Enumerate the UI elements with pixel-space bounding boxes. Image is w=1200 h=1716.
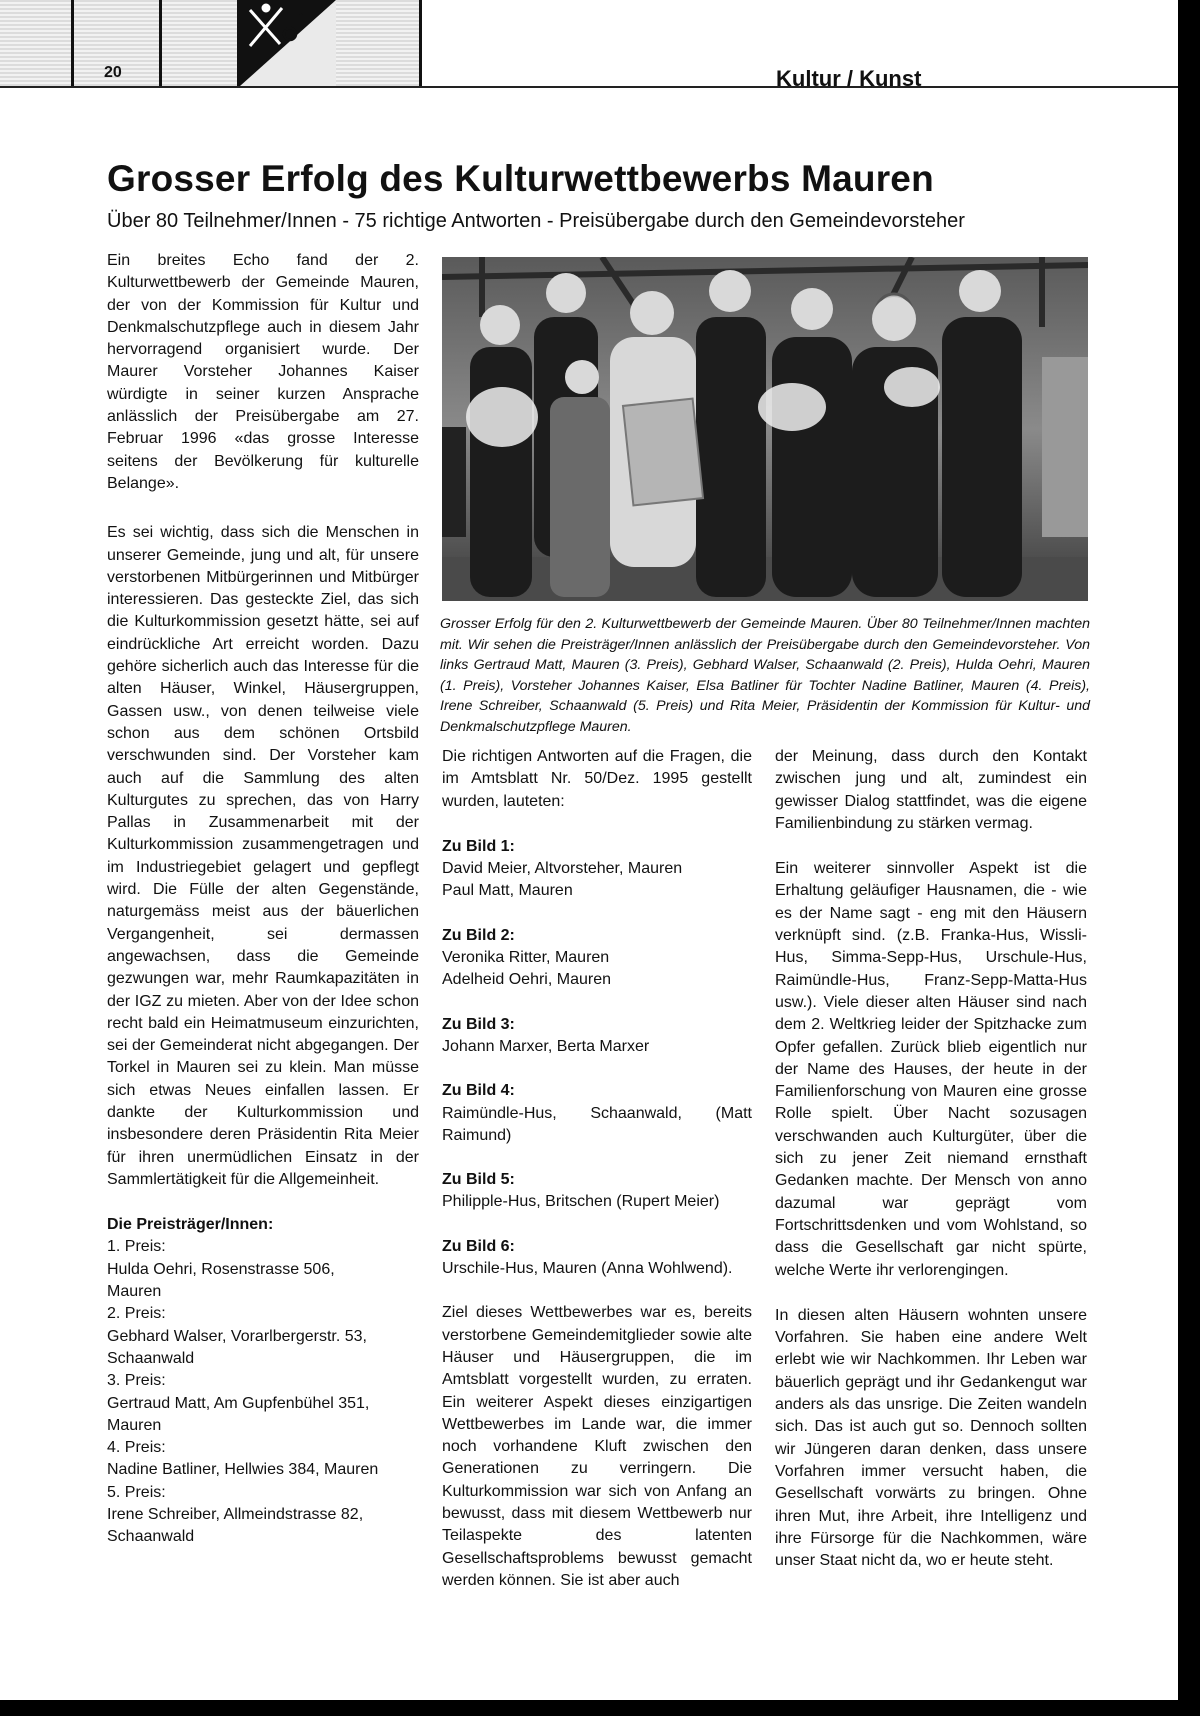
answer-block: [442, 1080, 752, 1147]
answer-block: [442, 925, 752, 992]
header-box: [336, 0, 422, 86]
header-box: [0, 0, 74, 86]
winners-line: Mauren: [107, 1283, 162, 1301]
article-paragraph: der Meinung, dass durch den Kontakt zwischen jung und alt, zumindest ein gewisser Dialog stattfindet, was die eigene Familienbindung zu stärken vermag.: [775, 748, 1087, 832]
award-ceremony-photo: [442, 257, 1088, 601]
article-paragraph: Ziel dieses Wettbewerbes war es, bereits verstorbene Gemeindemitglieder sowie alte Häuser und Häusergruppen, die im Amtsblatt vorgestellt wurden, zu erraten. Ein weiterer Aspekt dieses einzigartigen Wettbewerbes im Lande war, die immer noch vorhandene Kluft zwischen den Generationen zu verringern. Die Kulturkommission war sich von Anfang an bewusst, dass mit diesem Wettbewerb nur Teilaspekte des latenten Gesellschaftsproblems bewusst gemacht werden können. Sie ist aber auch: [442, 1304, 752, 1589]
winners-line: Nadine Batliner, Hellwies 384, Mauren: [107, 1461, 379, 1479]
answer-line: David Meier, Altvorsteher, Mauren: [442, 860, 683, 878]
answer-block: [442, 836, 752, 903]
winners-line: Schaanwald: [107, 1528, 195, 1546]
answer-line: Urschile-Hus, Mauren (Anna Wohlwend).: [442, 1260, 733, 1278]
winners-list: [107, 1236, 419, 1548]
answer-heading: Zu Bild 4:: [442, 1082, 515, 1100]
article-column-2: [442, 746, 752, 1615]
article-column-3: [775, 746, 1087, 1595]
winners-line: 3. Preis:: [107, 1372, 166, 1390]
answer-heading: Zu Bild 5:: [442, 1171, 515, 1189]
winners-line: 1. Preis:: [107, 1238, 166, 1256]
article-paragraph: In diesen alten Häusern wohnten unsere Vorfahren. Sie haben eine andere Welt erlebt wie wir Nachkommen. Ihr Leben war bäuerlich geprägt und ihr Gedankengut war anders als das unsrige. Die Zeiten wandeln sich. Das ist auch gut so. Dennoch sollten wir Jüngeren daran denken, dass unsere Vorfahren immer versucht haben, die Gesellschaft vorwärts zu bringen. Ohne ihren Mut, ihre Arbeit, ihre Intelligenz und ihre Fürsorge für die Nachkommen, wäre unser Staat nicht da, wo er heute steht.: [775, 1306, 1087, 1570]
article-paragraph: Ein breites Echo fand der 2. Kulturwettbewerb der Gemeinde Mauren, der von der Kommission für Kultur und Denkmalschutzpflege auch in diesem Jahr hervorragend organisiert wurde. Der Maurer Vorsteher Johannes Kaiser würdigte in seiner kurzen Ansprache anlässlich der Preisübergabe am 27. Februar 1996 «das grosse Interesse seitens der Bevölkerung für kulturelle Belange».: [107, 252, 419, 492]
article-paragraph: Es sei wichtig, dass sich die Menschen in unserer Gemeinde, jung und alt, für unsere verstorbenen Mitbürgerinnen und Mitbürger interessieren. Das gesteckte Ziel, das sich die Kulturkommission gesetzt hätte, sei auf eindrückliche Art erreicht worden. Dazu gehöre sicherlich auch das Interesse für die alten Häuser, Winkel, Häusergruppen, Gassen usw., von denen teilweise viele schon aus dem schönen Ortsbild verschwunden sind. Der Vorsteher kam auch auf die Sammlung des alten Kulturgutes zu sprechen, das von Harry Pallas in Zusammenarbeit mit der Kulturkommission zusammengetragen und im Industriegebiet gelagert und gepflegt wird. Die Fülle der alten Gegenstände, naturgemäss meist aus der bäuerlichen Vergangenheit, sei dermassen angewachsen, dass die Gemeinde gezwungen war, mehr Raumkapazitäten in der IGZ zu mieten. Aber von der Idee schon recht bald ein Heimatmuseum einzurichten, sei der Gemeinderat nicht abgegangen. Der Torkel in Mauren sei zu klein. Man müsse sich etwas Neues einfallen lassen. Er dankte der Kulturkommission und insbesondere deren Präsidentin Rita Meier für ihren unermüdlichen Einsatz in der Sammlertätigkeit für die Allgemeinheit.: [107, 524, 419, 1188]
header-box: [162, 0, 240, 86]
answer-line: Adelheid Oehri, Mauren: [442, 971, 611, 989]
article-subtitle: Über 80 Teilnehmer/Innen - 75 richtige Antworten - Preisübergabe durch den Gemeindevorsteher: [107, 210, 965, 232]
article-column-1: [107, 250, 419, 1549]
winners-heading: Die Preisträger/Innen:: [107, 1216, 274, 1234]
winners-line: Schaanwald: [107, 1349, 195, 1367]
answer-block: [442, 1169, 752, 1214]
winners-line: Gertraud Matt, Am Gupfenbühel 351,: [107, 1394, 370, 1412]
answer-block: [442, 1014, 752, 1059]
winners-line: 5. Preis:: [107, 1483, 166, 1501]
crossed-tools-emblem-icon: [240, 0, 336, 86]
answer-line: Veronika Ritter, Mauren: [442, 949, 610, 967]
answer-heading: Zu Bild 2:: [442, 926, 515, 944]
answer-block: [442, 1236, 752, 1281]
page-number: 20: [104, 64, 122, 81]
winners-line: 2. Preis:: [107, 1305, 166, 1323]
answer-heading: Zu Bild 1:: [442, 837, 515, 855]
page-header: [0, 0, 1178, 94]
winners-line: Hulda Oehri, Rosenstrasse 506,: [107, 1260, 335, 1278]
answer-line: Raimündle-Hus, Schaanwald, (Matt Raimund): [442, 1104, 752, 1144]
winners-line: Mauren: [107, 1416, 162, 1434]
answer-heading: Zu Bild 3:: [442, 1015, 515, 1033]
answer-heading: Zu Bild 6:: [442, 1237, 515, 1255]
answer-line: Philipple-Hus, Britschen (Rupert Meier): [442, 1193, 720, 1211]
winners-line: Irene Schreiber, Allmeindstrasse 82,: [107, 1506, 364, 1524]
answer-line: Paul Matt, Mauren: [442, 882, 573, 900]
article-paragraph: Die richtigen Antworten auf die Fragen, die im Amtsblatt Nr. 50/Dez. 1995 gestellt wurden, lauteten:: [442, 748, 752, 810]
winners-line: Gebhard Walser, Vorarlbergerstr. 53,: [107, 1327, 367, 1345]
answer-line: Johann Marxer, Berta Marxer: [442, 1037, 650, 1055]
section-label: Kultur / Kunst: [776, 66, 922, 91]
photo-caption: Grosser Erfolg für den 2. Kulturwettbewerb der Gemeinde Mauren. Über 80 Teilnehmer/Innen machten mit. Wir sehen die Preisträger/Innen anlässlich der Preisübergabe durch den Gemeindevorsteher. Von links Gertraud Matt, Mauren (3. Preis), Gebhard Walser, Schaanwald (2. Preis), Hulda Oehri, Mauren (1. Preis), Vorsteher Johannes Kaiser, Elsa Batliner für Tochter Nadine Batliner, Mauren (4. Preis), Irene Schreiber, Schaanwald (5. Preis) und Rita Meier, Präsidentin der Kommission für Kultur- und Denkmalschutzpflege Mauren.: [440, 616, 1090, 735]
winners-line: 4. Preis:: [107, 1439, 166, 1457]
header-rule: [0, 86, 1178, 88]
article-paragraph: Ein weiterer sinnvoller Aspekt ist die Erhaltung geläufiger Hausnamen, die - wie es der Name sagt - eng mit den Häusern verknüpft sind. (z.B. Franka-Hus, Wissli-Hus, Simma-Sepp-Hus, Urschule-Hus, Raimündle-Hus, Franz-Sepp-Matta-Hus usw.). Viele dieser alten Häuser sind nach dem 2. Weltkrieg leider der Spitzhacke zum Opfer gefallen. Zurück blieb eigentlich nur der Name des Hauses, der heute in der Familienforschung von Mauren eine grosse Rolle spielt. Über Nacht sozusagen verschwanden auch Kulturgüter, über die sich zu jener Zeit niemand ernsthaft Gedanken machte. Der Mensch von anno dazumal war geprägt vom Fortschrittsdenken und vom Wohlstand, so dass die Gesellschaft gar nicht spürte, welche Werte ihr verlorengingen.: [775, 860, 1087, 1279]
article-title: Grosser Erfolg des Kulturwettbewerbs Mauren: [107, 158, 934, 199]
